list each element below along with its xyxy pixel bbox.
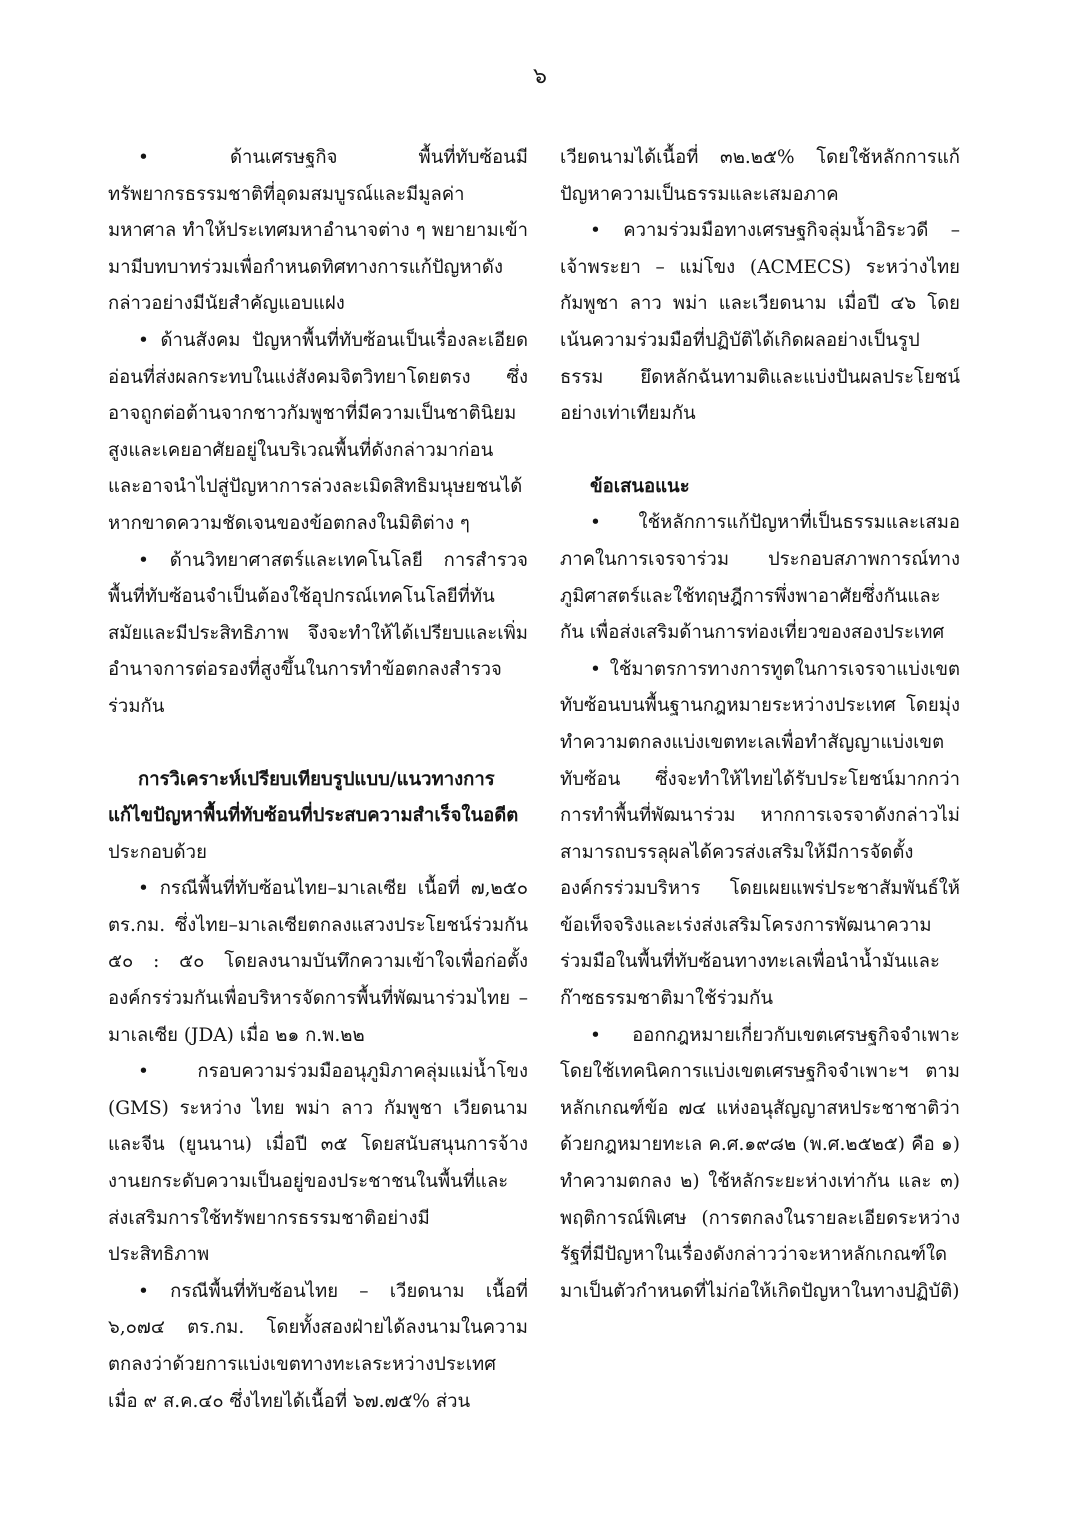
text-rec2: ใช้มาตรการทางการทูตในการเจรจาแบ่งเขตทับซ้อนบนพื้นฐานกฎหมายระหว่างประเทศ โดยมุ่งทำความตกลงแบ่งเขตทะเลเพื่อทำสัญญาแบ่งเขตทับซ้อน ซึ่งจะทำให้ไทยได้รับประโยชน์มากกว่าการทำพื้นที่พัฒนาร่วม หากการเจรจาดังกล่าวไม่สามารถบรรลุผลได้ควรส่งเสริมให้มีการจัดตั้งองค์กรร่วมบริหาร โดยเผยแพร่ประชาสัมพันธ์ให้ข้อเท็จจริงและเร่งส่งเสริมโครงการพัฒนาความร่วมมือในพื้นที่ทับซ้อนทางทะเลเพื่อนำน้ำมันและก๊าซธรรมชาติมาใช้ร่วมกัน <box>560 658 960 1010</box>
paragraph-rec3 <box>560 1018 960 1311</box>
bullet-acmecs: • <box>590 220 601 242</box>
text-thai-malaysia: กรณีพื้นที่ทับซ้อนไทย–มาเลเซีย เนื้อที่ ๗,๒๕๐ ตร.กม. ซึ่งไทย–มาเลเซียตกลงแสวงประโยชน์ร่วมกัน ๕๐ : ๕๐ โดยลงนามบันทึกความเข้าใจเพื่อก่อตั้งองค์กรร่วมกันเพื่อบริหารจัดการพื้นที่พัฒนาร่วมไทย – มาเลเซีย (JDA) เมื่อ ๒๑ ก.พ.๒๒ <box>108 878 528 1046</box>
text-science: ด้านวิทยาศาสตร์และเทคโนโลยี การสำรวจพื้นที่ทับซ้อนจำเป็นต้องใช้อุปกรณ์เทคโนโลยีที่ทันสมัยและมีประสิทธิภาพ จึงจะทำให้ได้เปรียบและเพิ่มอำนาจการต่อรองที่สูงขึ้นในการทำข้อตกลงสำรวจร่วมกัน <box>108 549 528 717</box>
paragraph-thai-malaysia <box>108 871 528 1054</box>
left-column <box>108 140 528 1420</box>
bullet-science: • <box>138 549 149 571</box>
spacer <box>560 433 960 469</box>
right-column <box>560 140 960 1310</box>
paragraph-analysis <box>108 762 528 872</box>
bullet-rec2: • <box>590 658 601 680</box>
paragraph-acmecs <box>560 213 960 433</box>
bullet-society: • <box>138 329 149 351</box>
bullet-thai-malaysia: • <box>138 878 149 900</box>
paragraph-economy <box>108 140 528 323</box>
analysis-heading: การวิเคราะห์เปรียบเทียบรูปแบบ/แนวทางการแก้ไขปัญหาพื้นที่ทับซ้อนที่ประสบความสำเร็จในอดีต <box>108 768 519 827</box>
paragraph-thai-vietnam <box>108 1274 528 1420</box>
paragraph-rec1 <box>560 505 960 651</box>
text-rec3: ออกกฎหมายเกี่ยวกับเขตเศรษฐกิจจำเพาะ โดยใช้เทคนิคการแบ่งเขตเศรษฐกิจจำเพาะฯ ตามหลักเกณฑ์ข้อ ๗๔ แห่งอนุสัญญาสหประชาชาติว่าด้วยกฎหมายทะเล ค.ศ.๑๙๘๒ (พ.ศ.๒๕๒๕) คือ ๑) ทำความตกลง ๒) ใช้หลักระยะห่างเท่ากัน และ ๓) พฤติการณ์พิเศษ (การตกลงในรายละเอียดระหว่างรัฐที่มีปัญหาในเรื่องดังกล่าวว่าจะหาหลักเกณฑ์ใดมาเป็นตัวกำหนดที่ไม่ก่อให้เกิดปัญหาในทางปฏิบัติ) <box>560 1024 960 1302</box>
bullet-gms: • <box>138 1061 149 1083</box>
page-number: ๖ <box>533 64 547 89</box>
bullet-thai-vietnam: • <box>138 1280 149 1302</box>
text-thai-vietnam: กรณีพื้นที่ทับซ้อนไทย – เวียดนาม เนื้อที่ ๖,๐๗๔ ตร.กม. โดยทั้งสองฝ่ายได้ลงนามในความตกลงว่าด้วยการแบ่งเขตทางทะเลระหว่างประเทศ เมื่อ ๙ ส.ค.๔๐ ซึ่งไทยได้เนื้อที่ ๖๗.๗๕% ส่วน <box>108 1280 529 1412</box>
paragraph-gms <box>108 1054 528 1274</box>
paragraph-vietnam-cont: เวียดนามได้เนื้อที่ ๓๒.๒๕% โดยใช้หลักการแก้ปัญหาความเป็นธรรมและเสมอภาค <box>560 147 960 205</box>
paragraph-science <box>108 543 528 726</box>
text-acmecs: ความร่วมมือทางเศรษฐกิจลุ่มน้ำอิระวดี – เจ้าพระยา – แม่โขง (ACMECS) ระหว่างไทย กัมพูชา ลาว พม่า และเวียดนาม เมื่อปี ๔๖ โดยเน้นความร่วมมือที่ปฏิบัติได้เกิดผลอย่างเป็นรูปธรรม ยึดหลักฉันทามติและแบ่งปันผลประโยชน์อย่างเท่าเทียมกัน <box>560 220 960 425</box>
text-economy: ด้านเศรษฐกิจ พื้นที่ทับซ้อนมีทรัพยากรธรรมชาติที่อุดมสมบูรณ์และมีมูลค่ามหาศาล ทำให้ประเทศมหาอำนาจต่าง ๆ พยายามเข้ามามีบทบาทร่วมเพื่อกำหนดทิศทางการแก้ปัญหาดังกล่าวอย่างมีนัยสำคัญแอบแฝง <box>108 147 528 315</box>
text-gms: กรอบความร่วมมืออนุภูมิภาคลุ่มแม่น้ำโขง (GMS) ระหว่าง ไทย พม่า ลาว กัมพูชา เวียดนาม และจีน (ยูนนาน) เมื่อปี ๓๕ โดยสนับสนุนการจ้างงานยกระดับความเป็นอยู่ของประชาชนในพื้นที่และส่งเสริมการใช้ทรัพยากรธรรมชาติอย่างมีประสิทธิภาพ <box>108 1061 528 1266</box>
text-rec1: ใช้หลักการแก้ปัญหาที่เป็นธรรมและเสมอภาคในการเจรจาร่วม ประกอบสภาพการณ์ทางภูมิศาสตร์และใช้ทฤษฎีการพึ่งพาอาศัยซึ่งกันและกัน เพื่อส่งเสริมด้านการท่องเที่ยวของสองประเทศ <box>560 512 960 644</box>
recommend-heading: ข้อเสนอแนะ <box>590 475 690 497</box>
paragraph-rec2 <box>560 652 960 1018</box>
bullet-rec3: • <box>590 1024 601 1046</box>
bullet-economy: • <box>138 147 149 168</box>
bullet-rec1: • <box>590 512 601 534</box>
paragraph-society <box>108 323 528 543</box>
text-society: ด้านสังคม ปัญหาพื้นที่ทับซ้อนเป็นเรื่องละเอียดอ่อนที่ส่งผลกระทบในแง่สังคมจิตวิทยาโดยตรง ซึ่งอาจถูกต่อต้านจากชาวกัมพูชาที่มีความเป็นชาตินิยมสูงและเคยอาศัยอยู่ในบริเวณพื้นที่ดังกล่าวมาก่อน และอาจนำไปสู่ปัญหาการล่วงละเมิดสิทธิมนุษยชนได้หากขาดความชัดเจนของข้อตกลงในมิติต่าง ๆ <box>108 329 528 534</box>
spacer <box>108 726 528 762</box>
analysis-tail: ประกอบด้วย <box>108 841 207 863</box>
